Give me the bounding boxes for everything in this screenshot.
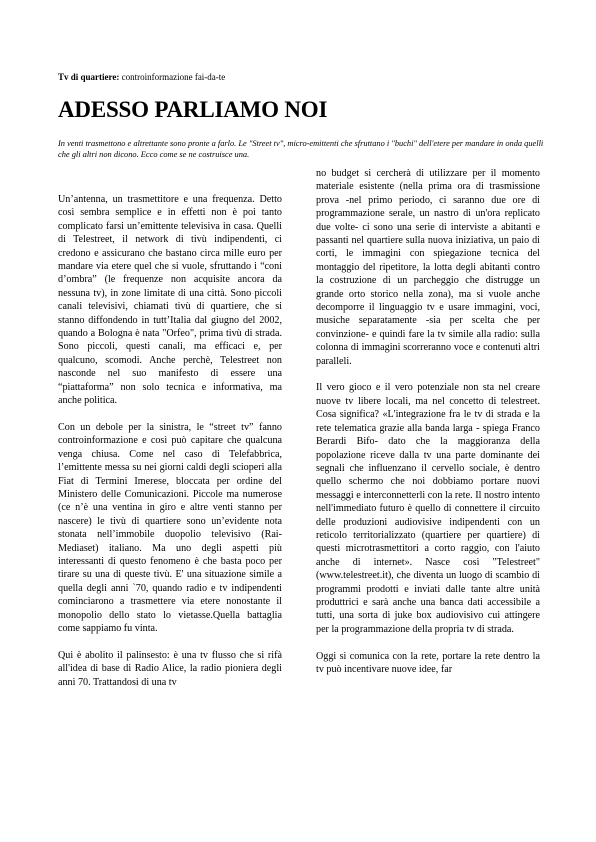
kicker-label: Tv di quartiere: <box>58 72 120 82</box>
paragraph: Qui è abolito il palinsesto: è una tv flusso che si rifà all'idea di base di Radio Alice, la radio pioniera degli anni 70. Trattandosi di una tv <box>58 649 282 688</box>
paragraph: Il vero gioco e il vero potenziale non sta nel creare nuove tv libere locali, ma nel concetto di telestreet. Cosa significa? «L'integrazione fra le tv di strada e la rete telematica grazie alla banda larga - spiega Franco Berardi Bifo- dato che la maggioranza della popolazione riceve dalla tv una parte dominante dei segnali che influenzano il cervello sociale, è dentro quello schermo che noi dobbiamo portare nuovi messaggi e interconnetterli con la rete. Il nostro intento nell'immediato futuro è quello di connettere il circuito delle produzioni audiovisive indipendenti con un reticolo territorializzato (quartiere per quartiere) di questi microtrasmettitori a corto raggio, con l'aiuto anche di internet». Nasce così "Telestreet" (www.telestreet.it), che diventa un luogo di scambio di programmi prodotti e inviati dalle tante altre unità produttrici e sarà anche una banca dati accessibile a tutti, una sorta di juke box audiovisivo cui attingere per la programmazione della propria tv di strada. <box>316 382 540 635</box>
left-column <box>58 193 282 702</box>
article-kicker <box>58 72 225 82</box>
paragraph: Con un debole per la sinistra, le “street tv” fanno controinformazione e così può capitare che qualcuna venga chiusa. Come nel caso di Telefabbrica, l’emittente messa su nei giorni caldi degli scioperi alla Fiat di Termini Imerese, bloccata per ordine del Ministero delle Comunicazioni. Piccole ma numerose (ce n’è una ventina in giro e altre venti stanno per nascere) le tivù di quartiere sono un’evidente nota stonata nell’immobile duopolio televisivo (Rai-Mediaset) italiano. Ma uno degli aspetti più interessanti di questo fenomeno è che basta poco per tirare su una di queste tivù. E' una situazione simile a quella degli anni `70, quando radio e tv indipendenti cominciarono a trasmettere via etere nonostante il monopolio dello stato lo vietasse.Quella battaglia come sappiamo fu vinta. <box>58 421 282 634</box>
paragraph: Oggi si comunica con la rete, portare la rete dentro la tv può incentivare nuove idee, far <box>316 650 540 675</box>
paragraph: Un’antenna, un trasmettitore e una frequenza. Detto così sembra semplice e in effetti non è poi tanto complicato farsi un’emittente televisiva in casa. Quelli di Telestreet, il network di tivù indipendenti, ci credono e assicurano che bastano circa mille euro per mandare via etere quel che si vuole, sfruttando i “coni d’ombra” (le frequenze non acquisite ancora da nessuna tv), in zone limitate di una città. Sono piccoli canali televisivi, chiamati tivù di quartiere, che si stanno diffondendo in tutt’Italia dal giugno del 2002, quando a Bologna è nata "Orfeo", prima tivù di strada. Sono piccoli, questi canali, ma efficaci e, per qualcuno, scomodi. Anche perchè, Telestreet non nasconde nel suo manifesto di essere una “piattaforma” non solo tecnica e informativa, ma anche politica. <box>58 194 282 407</box>
article-title: ADESSO PARLIAMO NOI <box>58 97 328 122</box>
right-column <box>316 167 540 690</box>
article-lead: In venti trasmettono e altrettante sono pronte a farlo. Le "Street tv", micro-emittenti che sfruttano i "buchi" dell'etere per mandare in onda quelli che gli altri non dicono. Ecco come se ne costruisce una. <box>58 139 544 159</box>
paragraph: no budget si cercherà di utilizzare per il momento materiale esistente (nella prima ora di trasmissione prova -nel primo periodo, ci saranno due ore di programmazione serale, un nastro di un'ora replicato due volte- ci sono una serie di interviste a abitanti e passanti nel quartiere sulla nuova iniziativa, un paio di corti, le immagini con spiegazione tecnica del montaggio del ripetitore, la lotta degli abitanti contro la costruzione di un parcheggio che distrugge un grande orto storico nella zona), ma si vuole anche decomporre il linguaggio tv e usare immagini, voci, musiche separatamente -sia per scelta che per convinzione- e quindi fare la tv simile alla radio: sulla colonna di immagini scorreranno voce e contenuti altri paralleli. <box>316 168 540 367</box>
kicker-text: controinformazione fai-da-te <box>119 72 226 82</box>
